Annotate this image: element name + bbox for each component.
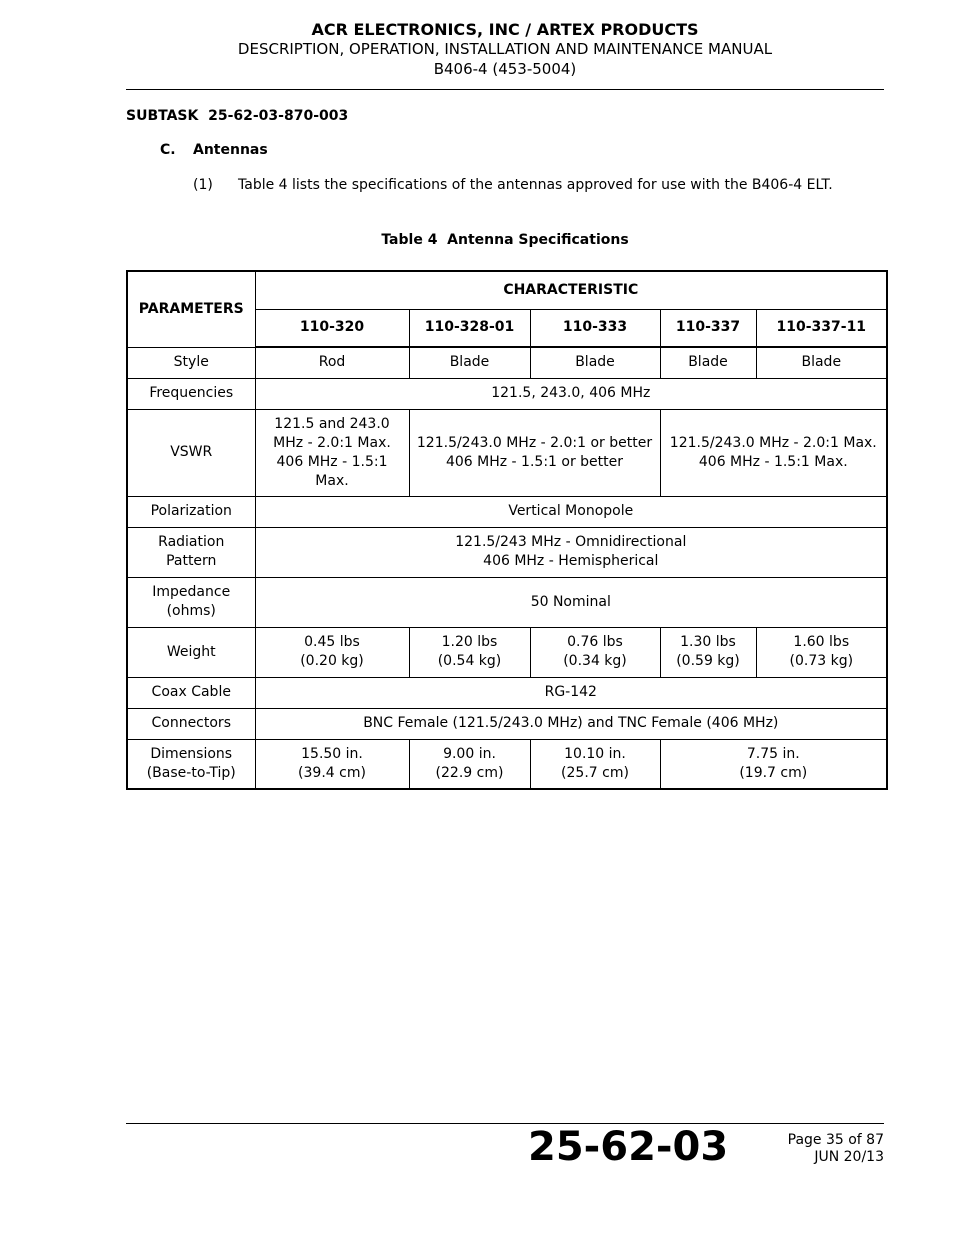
cell: Blade [660, 347, 756, 378]
model-header: 110-333 [530, 309, 660, 347]
cell: Blade [756, 347, 887, 378]
row-label: VSWR [127, 409, 255, 496]
cell [660, 409, 887, 496]
cell: Blade [530, 347, 660, 378]
table-row [127, 708, 887, 739]
page-header [126, 20, 884, 79]
footer-divider [126, 1123, 884, 1124]
cell-line: Radiation [158, 534, 225, 550]
cell-line: 406 MHz - 1.5:1 Max. [698, 453, 848, 470]
parameters-header: PARAMETERS [127, 271, 255, 347]
cell [255, 527, 887, 577]
table-row [127, 739, 887, 789]
paragraph-text: Table 4 lists the specifications of the antennas approved for use with the B406-4 ELT. [238, 177, 833, 193]
cell-line: 0.45 lbs [304, 634, 360, 650]
cell-line: 7.75 in. [746, 745, 800, 762]
cell [255, 627, 409, 677]
cell-line: 15.50 in. [301, 745, 363, 762]
cell-line: MHz - 2.0:1 Max. [273, 434, 391, 451]
cell-line: (0.20 kg) [300, 653, 364, 669]
row-label: Coax Cable [127, 677, 255, 708]
cell [409, 739, 530, 789]
row-label [127, 577, 255, 627]
row-label [127, 739, 255, 789]
row-label: Frequencies [127, 378, 255, 409]
table-row [127, 378, 887, 409]
cell-line: Max. [315, 472, 349, 489]
cell [660, 739, 887, 789]
cell: BNC Female (121.5/243.0 MHz) and TNC Female (406 MHz) [255, 708, 887, 739]
row-label: Polarization [127, 496, 255, 527]
table-row [127, 627, 887, 677]
cell-line: (0.34 kg) [563, 653, 627, 669]
cell-line: (Base-to-Tip) [146, 764, 236, 781]
cell: RG-142 [255, 677, 887, 708]
cell-line: 406 MHz - 1.5:1 [276, 453, 388, 470]
table-row [127, 577, 887, 627]
cell-line: 406 MHz - Hemispherical [483, 553, 659, 569]
paragraph [193, 177, 833, 193]
table-caption: Table 4 Antenna Specifications [381, 232, 629, 248]
page-info [788, 1132, 884, 1166]
revision-date: JUN 20/13 [814, 1149, 884, 1165]
model-header: 110-328-01 [409, 309, 530, 347]
row-label: Weight [127, 627, 255, 677]
page-number: Page 35 of 87 [787, 1132, 884, 1148]
cell-line: (0.59 kg) [676, 653, 740, 669]
cell: Blade [409, 347, 530, 378]
cell-line: 121.5 and 243.0 [274, 415, 390, 432]
cell: 50 Nominal [255, 577, 887, 627]
cell-line: (0.73 kg) [789, 653, 854, 669]
row-label [127, 527, 255, 577]
cell [409, 627, 530, 677]
cell-line: 121.5/243 MHz - Omnidirectional [455, 534, 687, 550]
manual-title: DESCRIPTION, OPERATION, INSTALLATION AND MAINTENANCE MANUAL [237, 40, 773, 58]
table-header-row [127, 271, 887, 309]
cell-line: 1.30 lbs [680, 634, 736, 650]
table-row [127, 496, 887, 527]
cell: Rod [255, 347, 409, 378]
cell-line: 1.60 lbs [793, 634, 850, 650]
model-number: B406-4 (453-5004) [433, 60, 577, 78]
cell-line: (39.4 cm) [298, 764, 366, 781]
cell-line: 10.10 in. [564, 745, 626, 762]
cell-line: (25.7 cm) [561, 764, 629, 781]
company-name: ACR ELECTRONICS, INC / ARTEX PRODUCTS [311, 20, 699, 39]
header-divider [126, 89, 884, 90]
model-header: 110-320 [255, 309, 409, 347]
model-header: 110-337 [660, 309, 756, 347]
cell-line: Impedance [152, 584, 231, 600]
row-label: Style [127, 347, 255, 378]
cell-line: 121.5/243.0 MHz - 2.0:1 or better [416, 434, 653, 451]
paragraph-number: (1) [193, 177, 213, 193]
cell-line: 0.76 lbs [567, 634, 623, 650]
cell-line: (0.54 kg) [437, 653, 502, 669]
section-title: Antennas [193, 142, 268, 158]
cell-line: Pattern [166, 553, 217, 569]
cell-line: Dimensions [150, 745, 233, 762]
cell-line: (22.9 cm) [435, 764, 504, 781]
subtask-id: SUBTASK 25-62-03-870-003 [126, 108, 349, 124]
section-letter: C. [160, 142, 176, 158]
cell-line: 121.5/243.0 MHz - 2.0:1 Max. [669, 434, 877, 451]
cell: Vertical Monopole [255, 496, 887, 527]
cell [660, 627, 756, 677]
table-row [127, 409, 887, 496]
cell-line: 1.20 lbs [441, 634, 498, 650]
cell [530, 739, 660, 789]
model-header: 110-337-11 [756, 309, 887, 347]
cell [255, 409, 409, 496]
cell-line: (19.7 cm) [739, 764, 808, 781]
table-row [127, 347, 887, 378]
cell: 121.5, 243.0, 406 MHz [255, 378, 887, 409]
cell-line: 406 MHz - 1.5:1 or better [445, 453, 624, 470]
chapter-code: 25-62-03 [528, 1124, 729, 1170]
cell [756, 627, 887, 677]
cell-line: (ohms) [166, 603, 216, 619]
antenna-spec-table [126, 270, 888, 790]
cell [255, 739, 409, 789]
table-row [127, 527, 887, 577]
table-row [127, 677, 887, 708]
row-label: Connectors [127, 708, 255, 739]
cell [409, 409, 660, 496]
characteristic-header: CHARACTERISTIC [255, 271, 887, 309]
section-heading [160, 142, 268, 158]
cell-line: 9.00 in. [443, 745, 496, 762]
cell [530, 627, 660, 677]
